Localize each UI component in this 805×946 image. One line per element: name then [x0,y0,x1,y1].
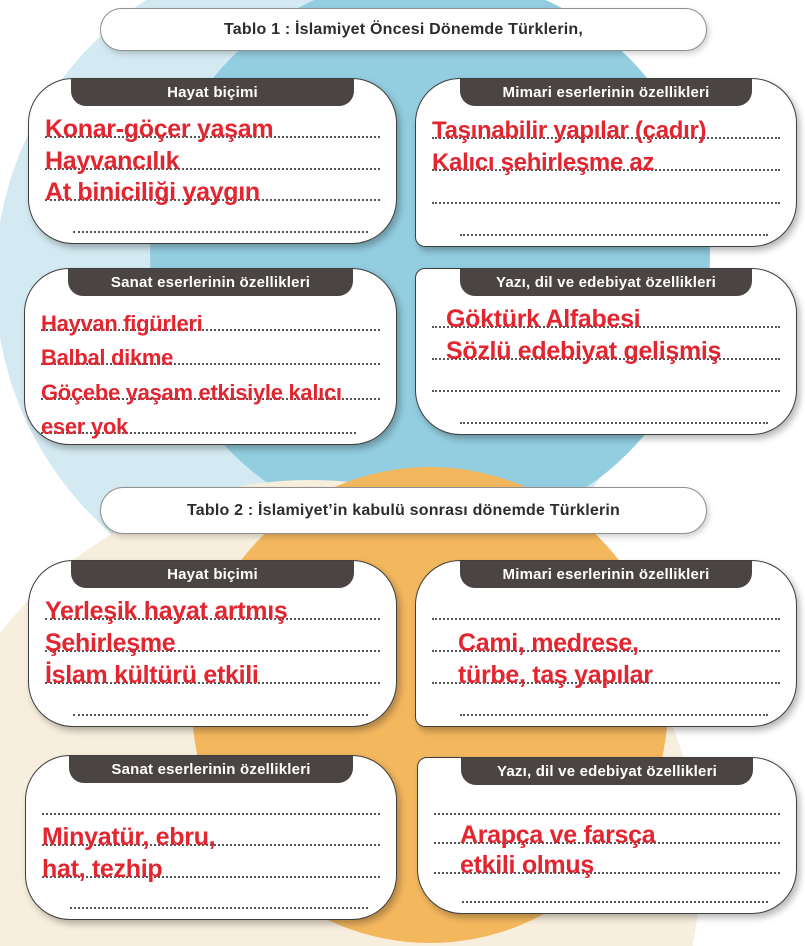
card-header-label: Sanat eserlerinin özellikleri [110,274,311,291]
answer-text: Konar-göçer yaşam [45,114,274,143]
answer-text: Hayvan figürleri [41,310,203,336]
answer-line [462,874,768,904]
card-header-label: Yazı, dil ve edebiyat özellikleri [495,274,717,291]
table1-title-pill [100,8,707,51]
answer-line [45,588,380,625]
answer-line [41,365,380,405]
answer-line [45,620,380,657]
answer-line [434,815,780,849]
answer-text: hat, tezhip [42,854,163,883]
card-body [416,106,796,236]
card-header-tab [71,79,354,106]
answer-line [42,846,380,883]
answer-line [460,204,768,237]
card-header-tab [461,758,752,785]
answer-line [432,139,780,176]
answer-line [432,360,780,392]
answer-line [432,106,780,144]
answer-line [73,684,368,716]
answer-line [45,170,380,207]
answer-text: Cami, medrese, [458,629,639,657]
card-header-tab [460,269,753,296]
answer-line [41,400,356,439]
card-body [416,296,796,424]
card-header-label: Mimari eserlerinin özellikleri [502,84,710,101]
card-header-label: Yazı, dil ve edebiyat özellikleri [496,763,717,780]
card-header-label: Sanat eserlerinin özellikleri [111,761,311,778]
answer-line [460,392,768,424]
answer-line [45,138,380,175]
answer-text: Göktürk Alfabesi [446,305,641,333]
card-table1-sanat [24,268,397,445]
card-header-tab [69,756,354,783]
answer-line [42,815,380,851]
card-body [29,588,396,716]
answer-line [432,652,780,689]
card-header-tab [460,561,753,588]
card-body [26,783,396,909]
answer-text: At biniciliği yaygın [45,178,260,207]
answer-text: Hayvancılık [45,146,180,175]
card-table1-yazi-dil [415,268,797,435]
answer-text: Taşınabilir yapılar (çadır) [432,116,707,144]
answer-line [42,783,380,815]
answer-line [434,844,780,879]
card-table1-mimari [415,78,797,247]
card-header-tab [71,561,354,588]
answer-line [45,652,380,689]
answer-text: Sözlü edebiyat gelişmiş [446,337,722,365]
answer-text: eser yok [41,414,128,439]
card-body [29,106,396,233]
answer-line [45,106,380,143]
answer-line [432,620,780,657]
answer-text: Yerleşik hayat artmış [45,597,288,625]
card-table2-sanat [25,755,397,920]
card-header-tab [460,79,753,106]
answer-text: Minyatür, ebru, [42,823,216,851]
answer-text: Kalıcı şehirleşme az [432,149,655,176]
answer-text: İslam kültürü etkili [45,661,259,689]
card-header-label: Hayat biçimi [167,84,258,101]
answer-line [432,171,780,204]
answer-line [460,684,768,716]
card-body [418,785,796,903]
card-header-tab [68,269,354,296]
answer-line [41,331,380,370]
answer-text: türbe, taş yapılar [458,661,653,689]
table2-title: Tablo 2 : İslamiyet’in kabulü sonrası dönemde Türklerin [186,501,621,519]
card-header-label: Hayat biçimi [167,566,258,583]
answer-text: Göçebe yaşam etkisiyle kalıcı [41,379,342,405]
table1-title: Tablo 1 : İslamiyet Öncesi Dönemde Türklerin, [223,20,584,38]
answer-text: Balbal dikme [41,345,174,370]
card-header-label: Mimari eserlerinin özellikleri [502,566,710,583]
card-table1-hayat-bicimi [28,78,397,244]
card-body [416,588,796,716]
answer-line [432,296,780,333]
card-body [25,296,396,439]
table2-title-pill [100,487,707,534]
answer-line [432,328,780,365]
card-table2-mimari [415,560,797,727]
answer-line [432,588,780,620]
answer-text: Arapça ve farsça [460,821,656,849]
answer-line [41,296,380,336]
answer-line [434,785,780,815]
answer-text: Şehirleşme [45,629,176,657]
card-table2-hayat-bicimi [28,560,397,727]
answer-line [73,201,368,233]
answer-line [70,878,368,910]
answer-text: etkili olmuş [460,850,594,879]
card-table2-yazi-dil [417,757,797,914]
